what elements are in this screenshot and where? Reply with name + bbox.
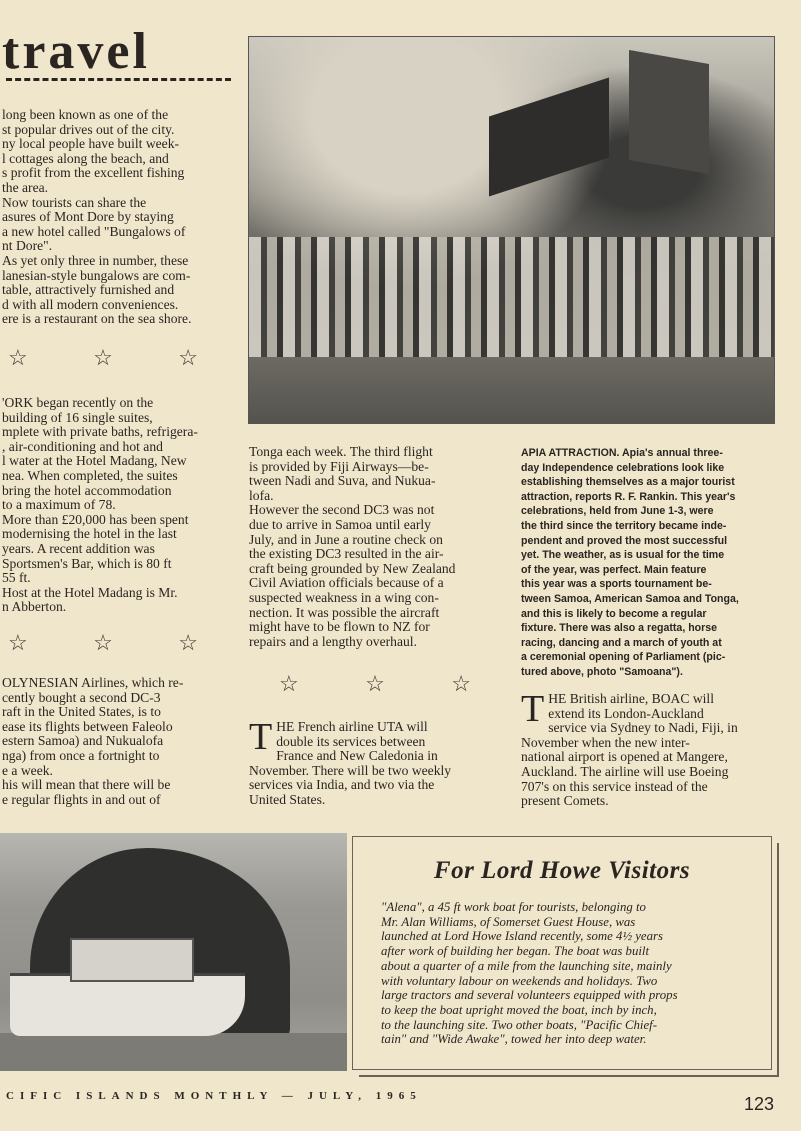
- caption-line: this year was a sports tournament be-: [521, 578, 712, 591]
- text-line: 'ORK began recently on the: [2, 395, 154, 410]
- text-line: is provided by Fiji Airways—be-: [249, 458, 429, 474]
- box-text-line: large tractors and several volunteers equipped with props: [381, 988, 678, 1003]
- caption-line: day Independence celebrations look like: [521, 461, 725, 474]
- text-line: the existing DC3 resulted in the air-: [249, 546, 444, 562]
- text-line: n Abberton.: [2, 599, 67, 615]
- column-1-para-1: [2, 108, 228, 327]
- text-line: l cottages along the beach, and: [2, 150, 169, 166]
- text-line: ere is a restaurant on the sea shore.: [2, 311, 192, 327]
- section-title: travel: [2, 23, 150, 80]
- text-line: raft in the United States, is to: [2, 704, 161, 720]
- caption-line: APIA ATTRACTION. Apia's annual three-: [521, 447, 723, 459]
- text-line: Auckland. The airline will use Boeing: [521, 763, 729, 779]
- text-line: Now tourists can share the: [2, 194, 147, 210]
- caption-line: and this is likely to become a regular: [521, 607, 707, 620]
- page-number: 123: [744, 1094, 775, 1114]
- text-line: July, and in June a routine check on: [249, 531, 443, 547]
- caption-line: racing, dancing and a march of youth at: [521, 636, 722, 649]
- text-line: Host at the Hotel Madang is Mr.: [2, 584, 178, 600]
- text-line: st popular drives out of the city.: [2, 121, 175, 137]
- caption-line: yet. The weather, as is usual for the time: [521, 549, 725, 562]
- text-line: the area.: [2, 179, 49, 195]
- text-line: ny local people have built week-: [2, 136, 180, 152]
- text-line: cently bought a second DC-3: [2, 689, 161, 705]
- title-rule: [6, 78, 231, 81]
- star-icon: ☆: [93, 630, 113, 655]
- text-line: suspected weakness in a wing con-: [249, 589, 439, 605]
- text-line: More than £20,000 has been spent: [2, 511, 189, 527]
- column-1-para-3: [2, 676, 228, 807]
- text-line: Sportsmen's Bar, which is 80 ft: [2, 555, 172, 571]
- text-line: tween Nadi and Suva, and Nukua-: [249, 473, 436, 489]
- crowd-shape: [249, 237, 774, 357]
- text-line: s profit from the excellent fishing: [2, 165, 185, 181]
- text-line: nga) from once a fortnight to: [2, 747, 160, 763]
- text-line: repairs and a lengthy overhaul.: [249, 633, 417, 649]
- star-icon: ☆: [8, 345, 28, 370]
- text-line: United States.: [249, 791, 326, 807]
- flag-shape: [629, 50, 709, 174]
- box-text-line: to the launching site. Two other boats, "Pacific Chief-: [381, 1017, 657, 1032]
- text-line: mplete with private baths, refrigera-: [2, 424, 198, 440]
- text-line: l water at the Hotel Madang, New: [2, 453, 187, 469]
- star-divider: [8, 345, 198, 371]
- box-shadow: [359, 843, 779, 1077]
- lord-howe-box: [352, 836, 772, 1070]
- star-icon: ☆: [178, 345, 198, 370]
- box-text-line: tain" and "Wide Awake", towed her into deep water.: [381, 1032, 647, 1047]
- box-text-line: launched at Lord Howe Island recently, some 4½ years: [381, 929, 663, 944]
- photo-caption: [521, 446, 774, 680]
- text-line: However the second DC3 was not: [249, 502, 435, 518]
- text-line: might have to be flown to NZ for: [249, 619, 430, 635]
- box-text-line: to keep the boat upright moved the boat, inch by inch,: [381, 1002, 657, 1017]
- text-line: extend its London-Auckland: [548, 705, 704, 721]
- box-text-line: "Alena", a 45 ft work boat for tourists, belonging to: [381, 900, 646, 914]
- star-icon: ☆: [93, 345, 113, 370]
- column-2-para-2: [249, 716, 499, 808]
- text-line: November when the new inter-: [521, 734, 690, 750]
- text-line: his will mean that there will be: [2, 777, 171, 793]
- text-line: services via India, and two via the: [249, 777, 435, 793]
- text-line: nection. It was possible the aircraft: [249, 604, 440, 620]
- text-line: due to arrive in Samoa until early: [249, 516, 431, 532]
- drop-cap: T: [249, 716, 273, 758]
- column-3-para: [521, 688, 774, 809]
- text-line: building of 16 single suites,: [2, 409, 153, 425]
- footer-masthead: CIFIC ISLANDS MONTHLY — JULY, 1965: [6, 1090, 422, 1102]
- text-line: ease its flights between Faleolo: [2, 718, 173, 734]
- box-text-line: about a quarter of a mile from the launching site, mainly: [381, 958, 672, 973]
- boat-photo: [0, 833, 347, 1071]
- boat-cabin-shape: [70, 938, 194, 982]
- text-line: estern Samoa) and Nukualofa: [2, 733, 164, 749]
- star-icon: ☆: [8, 630, 28, 655]
- text-line: OLYNESIAN Airlines, which re-: [2, 675, 184, 690]
- text-line: lanesian-style bungalows are com-: [2, 267, 191, 283]
- flag-shape: [489, 78, 609, 197]
- column-1-para-2: [2, 396, 228, 615]
- water-shape: [0, 1033, 347, 1071]
- star-divider: [8, 630, 198, 656]
- star-icon: ☆: [451, 671, 471, 696]
- caption-line: of the year, was perfect. Main feature: [521, 563, 707, 576]
- caption-line: the third since the territory became inde-: [521, 519, 727, 532]
- star-icon: ☆: [365, 671, 385, 696]
- column-2-para-1: [249, 445, 499, 649]
- text-line: national airport is opened at Mangere,: [521, 749, 728, 765]
- ground-shape: [249, 357, 774, 423]
- text-line: years. A recent addition was: [2, 540, 155, 556]
- text-line: November. There will be two weekly: [249, 762, 452, 778]
- text-line: 55 ft.: [2, 570, 31, 586]
- text-line: 707's on this service instead of the: [521, 778, 708, 794]
- text-line: e regular flights in and out of: [2, 791, 161, 807]
- text-line: , air-conditioning and hot and: [2, 438, 163, 454]
- first-line: HE British airline, BOAC will: [548, 691, 714, 706]
- text-line: long been known as one of the: [2, 107, 169, 122]
- caption-line: celebrations, held from June 1-3, were: [521, 505, 714, 518]
- box-text-line: after work of building her began. The boat was built: [381, 944, 650, 959]
- caption-line: attraction, reports R. F. Rankin. This year's: [521, 490, 736, 503]
- drop-cap: T: [521, 688, 545, 730]
- text-line: to a maximum of 78.: [2, 497, 116, 513]
- star-divider: [279, 671, 471, 697]
- star-icon: ☆: [178, 630, 198, 655]
- independence-parade-photo: [248, 36, 775, 424]
- text-line: bring the hotel accommodation: [2, 482, 172, 498]
- caption-line: a ceremonial opening of Parliament (pic-: [521, 651, 726, 664]
- text-line: service via Sydney to Nadi, Fiji, in: [548, 720, 738, 736]
- text-line: asures of Mont Dore by staying: [2, 209, 174, 225]
- text-line: nt Dore".: [2, 238, 53, 254]
- text-line: a new hotel called "Bungalows of: [2, 223, 186, 239]
- box-text-line: Mr. Alan Williams, of Somerset Guest House, was: [381, 914, 636, 929]
- caption-line: tured above, photo "Samoana").: [521, 665, 683, 678]
- text-line: d with all modern conveniences.: [2, 296, 179, 312]
- text-line: Civil Aviation officials because of a: [249, 575, 444, 591]
- text-line: nea. When completed, the suites: [2, 467, 178, 483]
- caption-line: pendent and proved the most successful: [521, 534, 728, 547]
- text-line: modernising the hotel in the last: [2, 526, 177, 542]
- first-line: HE French airline UTA will: [276, 719, 428, 734]
- box-heading: For Lord Howe Visitors: [433, 857, 691, 884]
- text-line: present Comets.: [521, 793, 609, 809]
- text-line: As yet only three in number, these: [2, 252, 189, 268]
- box-text-line: with voluntary labour on weekends and holidays. Two: [381, 973, 658, 988]
- text-line: France and New Caledonia in: [276, 748, 438, 764]
- caption-line: fixture. There was also a regatta, horse: [521, 622, 718, 635]
- text-line: Tonga each week. The third flight: [249, 444, 433, 459]
- star-icon: ☆: [279, 671, 299, 696]
- caption-line: establishing themselves as a major tourist: [521, 476, 735, 489]
- text-line: table, attractively furnished and: [2, 282, 175, 298]
- text-line: craft being grounded by New Zealand: [249, 560, 456, 576]
- text-line: double its services between: [276, 733, 426, 749]
- text-line: lofa.: [249, 487, 274, 503]
- caption-line: tween Samoa, American Samoa and Tonga,: [521, 592, 739, 605]
- boat-hull-shape: [10, 973, 245, 1036]
- text-line: e a week.: [2, 762, 53, 778]
